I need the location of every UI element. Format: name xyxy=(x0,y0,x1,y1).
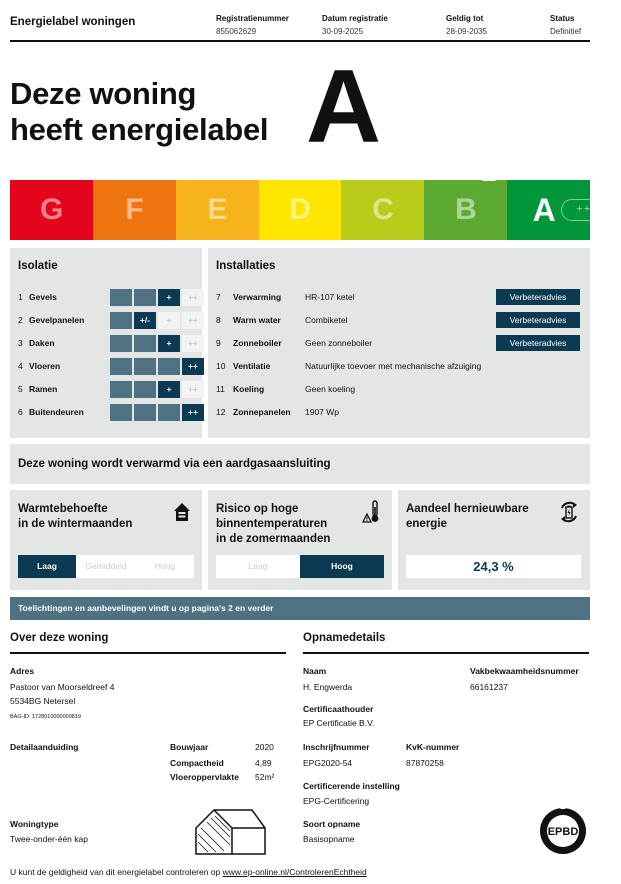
row-value: HR-107 ketel xyxy=(305,292,355,302)
label-heading: Deze woning heeft energielabel xyxy=(10,76,269,147)
rating-bar xyxy=(110,312,204,329)
compactheid-label: Compactheid xyxy=(170,758,224,768)
row-label: Ramen xyxy=(29,384,58,394)
rating-cell: ++ xyxy=(182,358,204,375)
adres-line1: Pastoor van Moorseldreef 4 xyxy=(10,682,115,692)
certificaathouder-label: Certificaathouder xyxy=(303,704,374,714)
row-number: 2 xyxy=(18,315,23,325)
option-gemiddeld: Gemiddeld xyxy=(85,561,127,571)
row-label: Gevelpanelen xyxy=(29,315,85,325)
rating-cell: ++ xyxy=(182,404,204,421)
row-number: 11 xyxy=(216,384,225,394)
vloeroppervlakte-label: Vloeroppervlakte xyxy=(170,772,239,782)
woning-section-title: Over deze woning xyxy=(10,632,109,644)
row-number: 12 xyxy=(216,407,226,417)
detailaanduiding-label: Detailaanduiding xyxy=(10,742,79,752)
verbeteradvies-button[interactable]: Verbeteradvies xyxy=(496,289,580,305)
semi-detached-house-icon xyxy=(192,806,268,856)
isolatie-row xyxy=(18,335,204,352)
adres-line2: 5534BG Netersel xyxy=(10,696,76,706)
rating-cell: + xyxy=(158,381,180,398)
vloeroppervlakte-value: 52m² xyxy=(255,772,275,782)
row-number: 3 xyxy=(18,338,23,348)
row-number: 1 xyxy=(18,292,23,302)
rating-bar xyxy=(110,381,204,398)
energy-class-letter: C xyxy=(372,193,394,226)
energy-class-g xyxy=(10,180,93,240)
kvk-label: KvK-nummer xyxy=(406,742,460,752)
row-value: Geen koeling xyxy=(305,384,356,394)
opname-section-title: Opnamedetails xyxy=(303,632,386,644)
warmtebehoefte-scale xyxy=(18,555,194,578)
rating-cell xyxy=(110,335,132,352)
energy-class-letter: A xyxy=(532,192,556,228)
energy-class-f xyxy=(93,180,176,240)
row-number: 6 xyxy=(18,407,23,417)
energy-class-a xyxy=(507,180,606,240)
energy-class-letter: E xyxy=(207,193,228,226)
document-title: Energielabel woningen xyxy=(10,16,136,28)
bag-id: BAG-ID: 1728010000009819 xyxy=(10,714,81,720)
rating-cell: + xyxy=(158,289,180,306)
row-value: Natuurlijke toevoer met mechanische afzuiging xyxy=(305,361,482,371)
isolatie-title: Isolatie xyxy=(18,260,58,272)
row-label: Zonneboiler xyxy=(233,338,282,348)
row-number: 7 xyxy=(216,292,221,302)
renewable-share-value: 24,3 % xyxy=(406,555,581,578)
svg-text:EPBD: EPBD xyxy=(547,826,579,838)
document-header xyxy=(10,8,590,42)
bouwjaar-label: Bouwjaar xyxy=(170,742,209,752)
isolatie-row xyxy=(18,312,204,329)
epbd-logo xyxy=(538,806,588,856)
certificaathouder-value: EP Certificatie B.V. xyxy=(303,718,375,728)
verbeteradvies-button[interactable]: Verbeteradvies xyxy=(496,335,580,351)
risico-scale xyxy=(216,555,384,578)
warmtebehoefte-card xyxy=(10,490,202,590)
energy-class-b xyxy=(424,180,507,240)
installaties-panel xyxy=(208,248,590,438)
energy-class-e xyxy=(176,180,259,240)
registration-number: Registratienummer 855062629 xyxy=(216,14,289,36)
row-label: Warm water xyxy=(233,315,281,325)
row-value: Geen zonneboiler xyxy=(305,338,373,348)
energy-class-letter: D xyxy=(289,193,312,226)
isolatie-row xyxy=(18,289,204,306)
rating-cell xyxy=(158,404,180,421)
option-laag: Laag xyxy=(18,555,76,578)
energy-class-d xyxy=(259,180,342,240)
active-class-marker xyxy=(482,174,496,181)
footer-note: U kunt de geldigheid van dit energielabel controleren op www.ep-online.nl/ControlerenEchtheid xyxy=(10,867,367,877)
vakbekwaamheid-value: 66161237 xyxy=(470,682,508,692)
explanation-banner: Toelichtingen en aanbevelingen vindt u op pagina's 2 en verder xyxy=(10,597,590,620)
rating-cell: + xyxy=(158,312,180,329)
inschrijfnummer-label: Inschrijfnummer xyxy=(303,742,370,752)
risico-card xyxy=(208,490,392,590)
status: Status Definitief xyxy=(550,14,582,36)
row-number: 9 xyxy=(216,338,221,348)
renewable-battery-icon xyxy=(558,500,580,524)
rating-cell xyxy=(134,381,156,398)
installatie-row xyxy=(216,335,582,352)
isolatie-row xyxy=(18,358,204,375)
vakbekwaamheid-label: Vakbekwaamheidsnummer xyxy=(470,666,579,676)
instelling-value: EPG-Certificering xyxy=(303,796,370,806)
rating-bar xyxy=(110,289,204,306)
option-hoog: Hoog xyxy=(154,561,176,571)
instelling-label: Certificerende instelling xyxy=(303,781,400,791)
house-icon xyxy=(172,500,192,524)
row-label: Vloeren xyxy=(29,361,61,371)
rating-cell xyxy=(134,289,156,306)
compactheid-value: 4,89 xyxy=(255,758,272,768)
row-label: Koeling xyxy=(233,384,265,394)
bouwjaar-value: 2020 xyxy=(255,742,274,752)
row-number: 5 xyxy=(18,384,23,394)
rating-cell xyxy=(110,312,132,329)
energy-scale xyxy=(10,180,606,240)
woningtype-value: Twee-onder-één kap xyxy=(10,834,88,844)
rating-cell: ++ xyxy=(182,289,204,306)
row-label: Daken xyxy=(29,338,55,348)
rating-cell xyxy=(110,381,132,398)
rating-cell: ++ xyxy=(182,381,204,398)
energy-class-letter: F xyxy=(125,193,144,226)
isolatie-row xyxy=(18,404,204,421)
naam-label: Naam xyxy=(303,666,327,676)
energy-class-letter: B xyxy=(455,193,477,226)
isolatie-panel xyxy=(10,248,202,438)
row-value: Combiketel xyxy=(305,315,348,325)
option-laag: Laag xyxy=(248,561,268,571)
energy-class-c xyxy=(341,180,424,240)
rating-cell xyxy=(134,358,156,375)
risico-title: Risico op hoge binnentemperaturen in de zomermaanden xyxy=(216,503,331,545)
rating-cell xyxy=(134,335,156,352)
hernieuwbaar-title: Aandeel hernieuwbare energie xyxy=(406,503,529,530)
verification-link[interactable]: www.ep-online.nl/ControlerenEchtheid xyxy=(222,867,367,877)
rating-cell: + xyxy=(158,335,180,352)
option-hoog: Hoog xyxy=(300,555,384,578)
opname-divider xyxy=(303,652,589,654)
rating-cell xyxy=(158,358,180,375)
valid-until: Geldig tot 28-09-2035 xyxy=(446,14,487,36)
hernieuwbaar-card xyxy=(398,490,590,590)
rating-bar xyxy=(110,404,204,421)
row-label: Buitendeuren xyxy=(29,407,84,417)
rating-cell: +/- xyxy=(134,312,156,329)
thermometer-warning-icon xyxy=(362,500,382,524)
energy-label-letter: A xyxy=(306,49,382,165)
installatie-row xyxy=(216,404,582,421)
rating-cell xyxy=(110,358,132,375)
isolatie-row xyxy=(18,381,204,398)
verbeteradvies-button[interactable]: Verbeteradvies xyxy=(496,312,580,328)
kvk-value: 87870258 xyxy=(406,758,444,768)
row-number: 4 xyxy=(18,361,23,371)
woning-divider xyxy=(10,652,286,654)
row-label: Zonnepanelen xyxy=(233,407,291,417)
rating-cell xyxy=(110,289,132,306)
gas-connection-note: Deze woning wordt verwarmd via een aardgasaansluiting xyxy=(10,444,590,484)
installatie-row xyxy=(216,358,582,375)
row-value: 1907 Wp xyxy=(305,407,340,417)
rating-bar xyxy=(110,335,204,352)
woningtype-label: Woningtype xyxy=(10,819,59,829)
rating-cell xyxy=(134,404,156,421)
row-number: 10 xyxy=(216,361,226,371)
inschrijfnummer-value: EPG2020-54 xyxy=(303,758,353,768)
registration-date: Datum registratie 30-09-2025 xyxy=(322,14,388,36)
installatie-row xyxy=(216,381,582,398)
rating-cell xyxy=(110,404,132,421)
rating-bar xyxy=(110,358,204,375)
row-label: Verwarming xyxy=(233,292,282,302)
installatie-row xyxy=(216,289,582,306)
soort-opname-label: Soort opname xyxy=(303,819,361,829)
energy-class-letter: G xyxy=(40,193,64,226)
row-label: Gevels xyxy=(29,292,57,302)
adres-label: Adres xyxy=(10,666,35,676)
row-label: Ventilatie xyxy=(233,361,271,371)
row-number: 8 xyxy=(216,315,221,325)
installaties-title: Installaties xyxy=(216,260,276,272)
plus-indicator: ++++ xyxy=(561,199,621,221)
installatie-row xyxy=(216,312,582,329)
naam-value: H. Engwerda xyxy=(303,682,353,692)
warmtebehoefte-title: Warmtebehoefte in de wintermaanden xyxy=(18,503,133,530)
rating-cell: ++ xyxy=(182,312,204,329)
rating-cell: ++ xyxy=(182,335,204,352)
soort-opname-value: Basisopname xyxy=(303,834,355,844)
